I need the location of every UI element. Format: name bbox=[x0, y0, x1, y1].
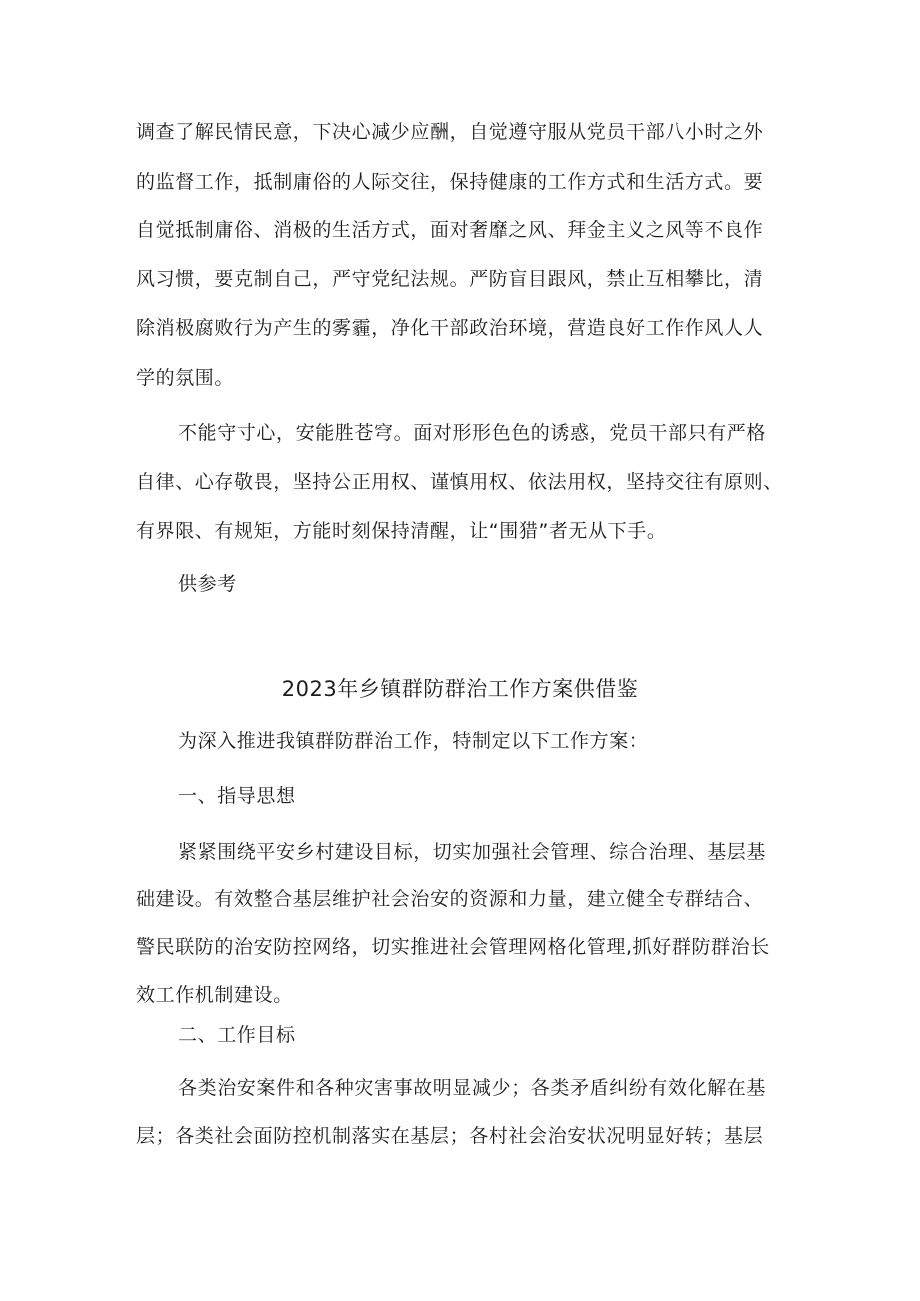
closing-note: 供参考 bbox=[178, 573, 237, 595]
body-text-line: 的监督工作，抵制庸俗的人际交往，保持健康的工作方式和生活方式。要 bbox=[136, 171, 764, 193]
body-text-line: 自律、心存敬畏，坚持公正用权、谨慎用权、依法用权，坚持交往有原则、 bbox=[136, 471, 783, 493]
body-text-line: 风习惯，要克制自己，严守党纪法规。严防盲目跟风，禁止互相攀比，清 bbox=[136, 268, 764, 290]
body-text-line: 效工作机制建设。 bbox=[136, 984, 293, 1006]
body-text-line: 紧紧围绕平安乡村建设目标，切实加强社会管理、综合治理、基层基 bbox=[178, 841, 767, 863]
section-heading: 二、工作目标 bbox=[178, 1024, 296, 1046]
intro-text: 为深入推进我镇群防群治工作，特制定以下工作方案： bbox=[178, 730, 649, 752]
document-title: 2023年乡镇群防群治工作方案供借鉴 bbox=[281, 677, 639, 701]
body-text-line: 调查了解民情民意，下决心减少应酬，自觉遵守服从党员干部八小时之外 bbox=[136, 121, 764, 143]
body-text-line: 各类治安案件和各种灾害事故明显减少；各类矛盾纠纷有效化解在基 bbox=[178, 1077, 767, 1099]
body-text-line: 层；各类社会面防控机制落实在基层；各村社会治安状况明显好转；基层 bbox=[136, 1125, 764, 1147]
body-text-line: 础建设。有效整合基层维护社会治安的资源和力量，建立健全专群结合、 bbox=[136, 888, 764, 910]
body-text-line: 有界限、有规矩，方能时刻保持清醒，让“围猎”者无从下手。 bbox=[136, 520, 667, 542]
body-text-line: 不能守寸心，安能胜苍穹。面对形形色色的诱惑，党员干部只有严格 bbox=[178, 422, 767, 444]
body-text-line: 自觉抵制庸俗、消极的生活方式，面对奢靡之风、拜金主义之风等不良作 bbox=[136, 219, 764, 241]
section-heading: 一、指导思想 bbox=[178, 785, 296, 807]
body-text-line: 警民联防的治安防控网络，切实推进社会管理网格化管理,抓好群防群治长 bbox=[136, 936, 770, 958]
body-text-line: 学的氛围。 bbox=[136, 367, 235, 389]
body-text-line: 除消极腐败行为产生的雾霾，净化干部政治环境，营造良好工作作风人人 bbox=[136, 317, 764, 339]
